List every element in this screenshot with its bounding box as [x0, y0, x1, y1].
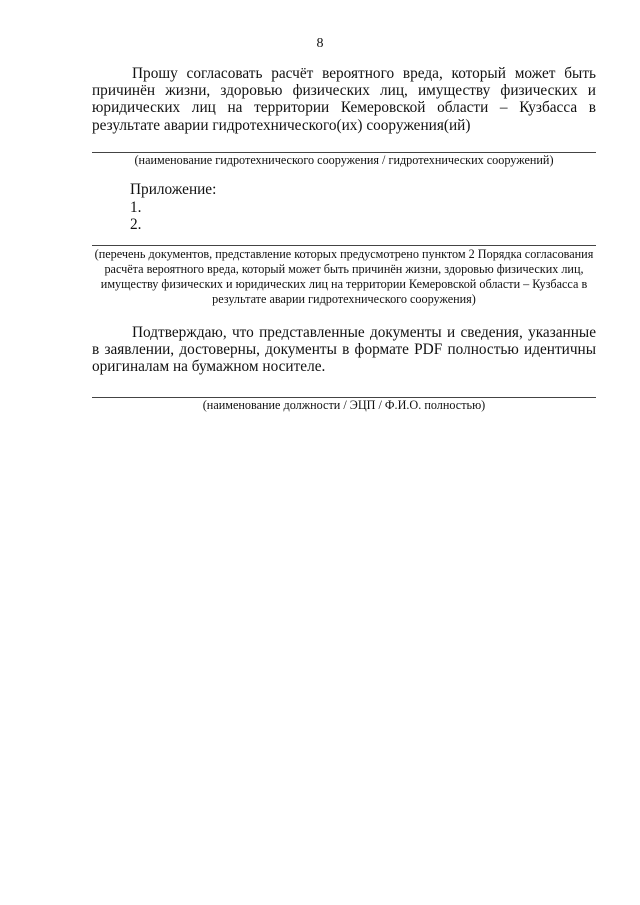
- attachment-item-2: 2.: [130, 216, 142, 233]
- signature-caption: (наименование должности / ЭЦП / Ф.И.О. полностью): [202, 398, 486, 412]
- attachment-item-1: 1.: [130, 198, 142, 216]
- confirmation-paragraph: Подтверждаю, что представленные документы и сведения, указанные в заявлении, достоверны, документы в формате PDF полностью идентичны оригиналам на бумажном носителе.: [92, 324, 596, 376]
- request-paragraph: Прошу согласовать расчёт вероятного вреда, который может быть причинён жизни, здоровью физических лиц, имуществу физических и юридических лиц на территории Кемеровской области – Кузбасса в результате аварии гидротехнического(их) сооружения(ий): [92, 65, 596, 134]
- documents-list-caption: (перечень документов, представление которых предусмотрено пунктом 2 Порядка согласования расчёта вероятного вреда, который может быть причинён жизни, здоровью физических лиц, имуществу физических и юридических лиц на территории Кемеровской области – Кузбасса в результате аварии гидротехнического сооружения): [94, 247, 594, 306]
- attachment-heading: Приложение:: [130, 181, 217, 198]
- structure-name-caption: (наименование гидротехнического сооружения / гидротехнических сооружений): [134, 153, 554, 167]
- attachment-block: [130, 181, 216, 234]
- page-number: 8: [316, 36, 324, 51]
- documents-list-line: [92, 245, 596, 246]
